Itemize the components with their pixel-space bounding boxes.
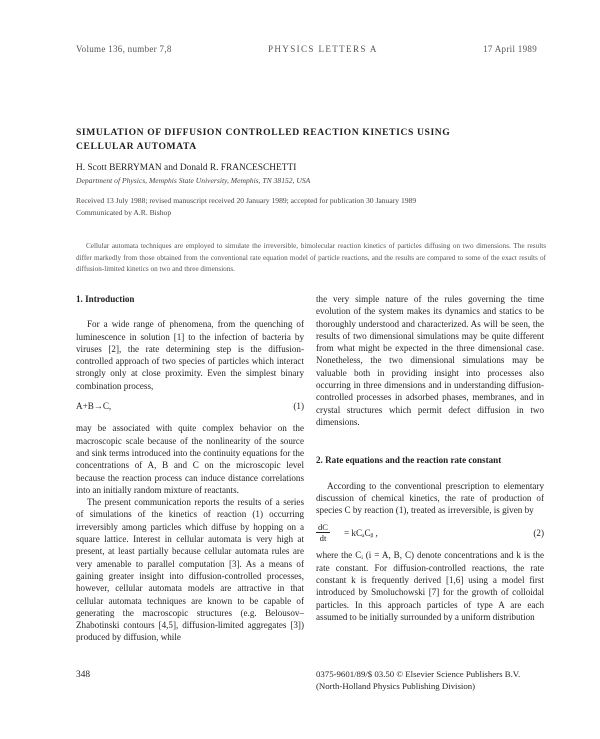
publisher-line-1: 0375-9601/89/$ 03.50 © Elsevier Science Publishers B.V. xyxy=(316,669,521,679)
equation-2-number: (2) xyxy=(533,527,544,538)
abstract: Cellular automata techniques are employed to simulate the irreversible, bimolecular reaction kinetics of particles diffusing on two dimensions. The results differ markedly from those obtained from the conventional rate equation model of particle reactions, and the results are compared to some of the exact results of diffusion-limited kinetics on two and three dimensions. xyxy=(76,242,546,274)
equation-2-denominator: dt xyxy=(319,533,327,544)
equation-1-body: A+B→C, xyxy=(76,401,112,412)
left-column xyxy=(76,293,304,644)
rate-paragraph-1: According to the conventional prescription to elementary discussion of chemical kinetics, the rate of production of species C by reaction (1), treated as irreversible, is given by xyxy=(316,480,544,516)
journal-name: PHYSICS LETTERS A xyxy=(268,44,378,54)
equation-2-numerator: dC xyxy=(318,522,329,533)
authors: H. Scott BERRYMAN and Donald R. FRANCESCHETTI xyxy=(76,163,297,173)
equation-2-rhs: = kCₐCᵦ , xyxy=(344,527,378,538)
section-heading-introduction: 1. Introduction xyxy=(76,294,135,304)
equation-2-fraction xyxy=(316,522,330,543)
equation-2 xyxy=(316,522,544,543)
publisher-line-2: (North-Holland Physics Publishing Division) xyxy=(316,681,476,691)
rate-paragraph-2: where the Cᵢ (i = A, B, C) denote concentrations and k is the rate constant. For diffusion-controlled reactions, the rate constant k is frequently derived [1,6] using a model first introduced by Smoluchowski [7] for the growth of colloidal particles. In this approach particles of type A are each assumed to be initially surrounded by a uniform distribution xyxy=(316,550,544,622)
page-number: 348 xyxy=(76,670,91,680)
equation-1 xyxy=(76,400,304,412)
publisher-info xyxy=(316,668,556,692)
right-column xyxy=(316,293,544,623)
intro-paragraph-1: For a wide range of phenomena, from the quenching of luminescence in solution [1] to the infection of bacteria by viruses [2], the rate determining step is the diffusion-controlled approach of two species of particles which interact strongly only at close proximity. Even the simplest binary combination process, xyxy=(76,319,304,391)
intro-paragraph-continued: the very simple nature of the rules governing the time evolution of the system makes its dynamics and statics to be thoroughly understood and characterized. As will be seen, the results of two dimensional simulations may be quite different from what might be expected in the three dimensional case. Nonetheless, the two dimensional simulations may be valuable both in providing insight into processes also occurring in three dimensions and in understanding diffusion-controlled processes in adsorbed phases, membranes, and in crystal structures which permit defect diffusion in two dimensions. xyxy=(316,294,544,427)
intro-paragraph-3: The present communication reports the results of a series of simulations of the kinetics of reaction (1) occurring irreversibly among particles which diffuse by hopping on a square lattice. Interest in cellular automata is very high at present, at least partially because cellular automata rules are very amenable to parallel computation [3]. As a means of gaining greater insight into diffusion-controlled processes, however, cellular automata models are attractive in that cellular automata techniques are known to be capable of generating the macroscopic structures (e.g. Belousov–Zhabotinski contours [4,5], diffusion-limited aggregates [3]) produced by diffusion, while xyxy=(76,497,304,643)
section-heading-rate-equations: 2. Rate equations and the reaction rate constant xyxy=(316,455,502,466)
affiliation: Department of Physics, Memphis State University, Memphis, TN 38152, USA xyxy=(76,176,311,185)
issue-date: 17 April 1989 xyxy=(483,44,537,54)
equation-1-number: (1) xyxy=(293,401,304,412)
received-dates: Received 13 July 1988; revised manuscript received 20 January 1989; accepted for publication 30 January 1989 xyxy=(76,196,417,205)
volume-info: Volume 136, number 7,8 xyxy=(76,44,172,54)
intro-paragraph-2: may be associated with quite complex behavior on the macroscopic scale because of the nonlinearity of the source and sink terms introduced into the continuity equations for the concentrations of A, B and C on the microscopic level because the reaction process can induce distance correlations into an initially random mixture of reactants. xyxy=(76,423,304,495)
communicated-by: Communicated by A.R. Bishop xyxy=(76,208,172,217)
paper-title: SIMULATION OF DIFFUSION CONTROLLED REACTION KINETICS USING CELLULAR AUTOMATA xyxy=(76,127,451,152)
